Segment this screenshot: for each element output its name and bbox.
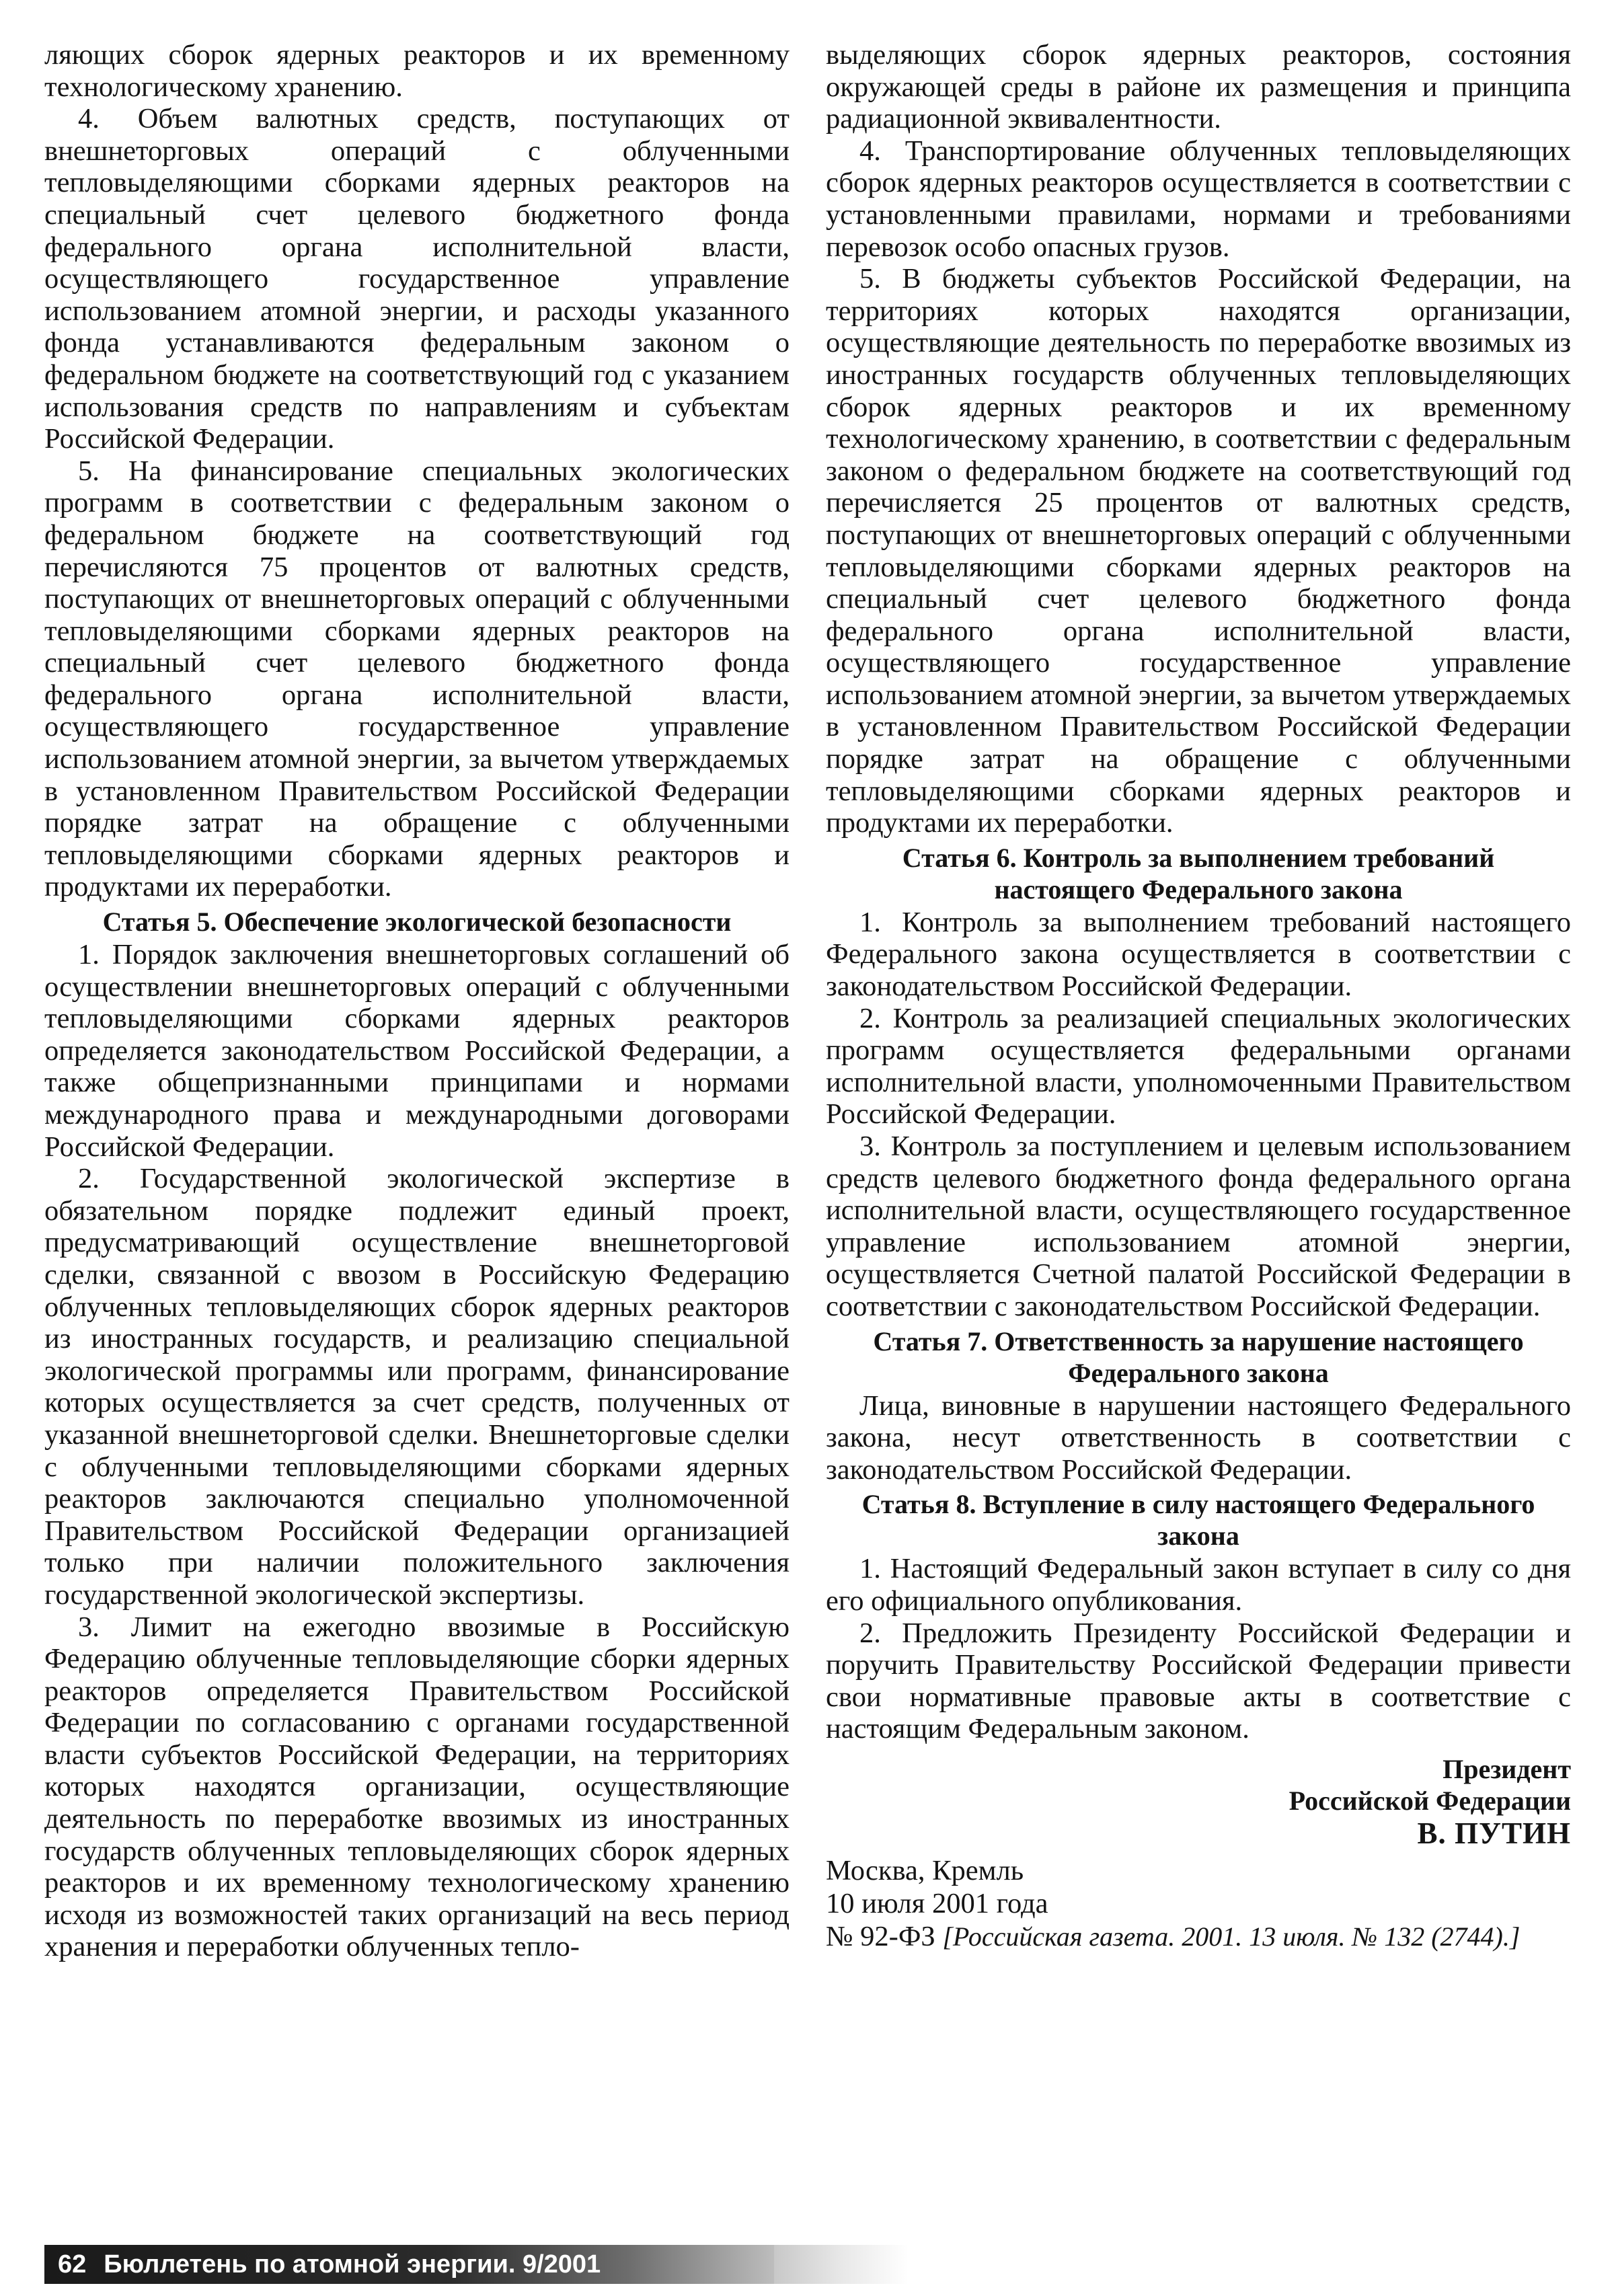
- paragraph: ляющих сборок ядерных реакторов и их временному технологическому хранению.: [44, 39, 790, 103]
- article-7-heading: Статья 7. Ответственность за нарушение настоящего Федерального закона: [873, 1326, 1524, 1388]
- paragraph: 2. Контроль за реализацией специальных экологических программ осуществляется федеральными органами исполнительной власти, уполномоченными Правительством Российской Федерации.: [826, 1002, 1571, 1131]
- right-column: [826, 39, 1571, 1953]
- footer-fade: [774, 2245, 909, 2284]
- place: Москва, Кремль: [826, 1854, 1024, 1886]
- paragraph: 1. Порядок заключения внешнеторговых соглашений об осуществлении внешнеторговых операций с облученными тепловыделяющими сборками ядерных реакторов определяется законодательством Российской Федерации, а также общепризнанными принципами и нормами международного права и международными договорами Российской Федерации.: [44, 939, 790, 1163]
- paragraph: 2. Государственной экологической экспертизе в обязательном порядке подлежит единый проект, предусматривающий осуществление внешнеторговой сделки, связанной с ввозом в Российскую Федерацию облученных тепловыделяющих сборок ядерных реакторов из иностранных государств, и реализацию специальной экологической программы или программ, финансирование которых осуществляется за счет средств, полученных от указанной внешнеторговой сделки. Внешнеторговые сделки с облученными тепловыделяющими сборками ядерных реакторов заключаются специально уполномоченной Правительством Российской Федерации организацией только при наличии положительного заключения государственной экологической экспертизы.: [44, 1163, 790, 1611]
- paragraph: 3. Контроль за поступлением и целевым использованием средств целевого бюджетного фонда федерального органа исполнительной власти, осуществляющего государственное управление использованием атомной энергии, осуществляется Счетной палатой Российской Федерации в соответствии с законодательством Российской Федерации.: [826, 1131, 1571, 1322]
- paragraph: 1. Контроль за выполнением требований настоящего Федерального закона осуществляется в соответствии с законодательством Российской Федерации.: [826, 906, 1571, 1003]
- date-block: [826, 1854, 1571, 1953]
- article-5-heading: Статья 5. Обеспечение экологической безопасности: [102, 907, 732, 937]
- paragraph: 4. Транспортирование облученных тепловыделяющих сборок ядерных реакторов осуществляется в соответствии с установленными правилами, нормами и требованиями перевозок особо опасных грузов.: [826, 135, 1571, 263]
- signature-name: В. ПУТИН: [1417, 1816, 1571, 1850]
- paragraph: 2. Предложить Президенту Российской Федерации и поручить Правительству Российской Федерации привести свои нормативные правовые акты в соответствие с настоящим Федеральным законом.: [826, 1617, 1571, 1745]
- paragraph: Лица, виновные в нарушении настоящего Федерального закона, несут ответственность в соответствии с законодательством Российской Федерации.: [826, 1389, 1571, 1486]
- paragraph: выделяющих сборок ядерных реакторов, состояния окружающей среды в районе их размещения и принципа радиационной эквивалентности.: [826, 39, 1571, 135]
- paragraph: 5. На финансирование специальных экологических программ в соответствии с федеральным законом о федеральном бюджете на соответствующий год перечисляются 75 процентов от валютных средств, поступающих от внешнеторговых операций с облученными тепловыделяющими сборками ядерных реакторов на специальный счет целевого бюджетного фонда федерального органа исполнительной власти, осуществляющего государственное управление использованием атомной энергии, за вычетом утверждаемых в установленном Правительством Российской Федерации порядке затрат на обращение с облученными тепловыделяющими сборками ядерных реакторов и продуктами их переработки.: [44, 455, 790, 903]
- signature-block: [826, 1753, 1571, 1850]
- law-number: № 92-ФЗ: [826, 1920, 935, 1952]
- journal-title: Бюллетень по атомной энергии. 9/2001: [104, 2250, 601, 2279]
- left-column: [44, 39, 790, 1963]
- date: 10 июля 2001 года: [826, 1887, 1048, 1919]
- paragraph: 4. Объем валютных средств, поступающих от внешнеторговых операций с облученными тепловыделяющими сборками ядерных реакторов на специальный счет целевого бюджетного фонда федерального органа исполнительной власти, осуществляющего государственное управление использованием атомной энергии, и расходы указанного фонда устанавливаются федеральным законом о федеральном бюджете на соответствующий год с указанием использования средств по направлениям и субъектам Российской Федерации.: [44, 103, 790, 455]
- paragraph: 3. Лимит на ежегодно ввозимые в Российскую Федерацию облученные тепловыделяющие сборки ядерных реакторов определяется Правительством Российской Федерации по согласованию с органами государственной власти субъектов Российской Федерации, на территориях которых находятся организации, осуществляющие деятельность по переработке ввозимых из иностранных государств облученных тепловыделяющих сборок ядерных реакторов и их временному технологическому хранению исходя из возможностей таких организаций на весь период хранения и переработки облученных тепло-: [44, 1611, 790, 1963]
- paragraph: 5. В бюджеты субъектов Российской Федерации, на территориях которых находятся организации, осуществляющие деятельность по переработке ввозимых из иностранных государств облученных тепловыделяющих сборок ядерных реакторов и их временному технологическому хранению, в соответствии с федеральным законом о федеральном бюджете на соответствующий год перечисляется 25 процентов от валютных средств, поступающих от внешнеторговых операций с облученными тепловыделяющими сборками ядерных реакторов на специальный счет целевого бюджетного фонда федерального органа исполнительной власти, осуществляющего государственное управление использованием атомной энергии, за вычетом утверждаемых в установленном Правительством Российской Федерации порядке затрат на обращение с облученными тепловыделяющими сборками ядерных реакторов и продуктами их переработки.: [826, 263, 1571, 839]
- page-number: 62: [58, 2250, 87, 2279]
- page-footer: [44, 2245, 774, 2284]
- article-8-heading: Статья 8. Вступление в силу настоящего Федерального закона: [861, 1489, 1535, 1552]
- article-6-heading: Статья 6. Контроль за выполнением требований настоящего Федерального закона: [902, 842, 1495, 905]
- paragraph: 1. Настоящий Федеральный закон вступает в силу со дня его официального опубликования.: [826, 1553, 1571, 1617]
- signature-title: Президент: [1443, 1753, 1571, 1784]
- document-page: [44, 39, 1571, 2225]
- signature-country: Российской Федерации: [1289, 1785, 1571, 1816]
- law-number-line: [826, 1920, 1571, 1953]
- publication-source: [Российская газета. 2001. 13 июля. № 132 (2744).]: [942, 1921, 1521, 1952]
